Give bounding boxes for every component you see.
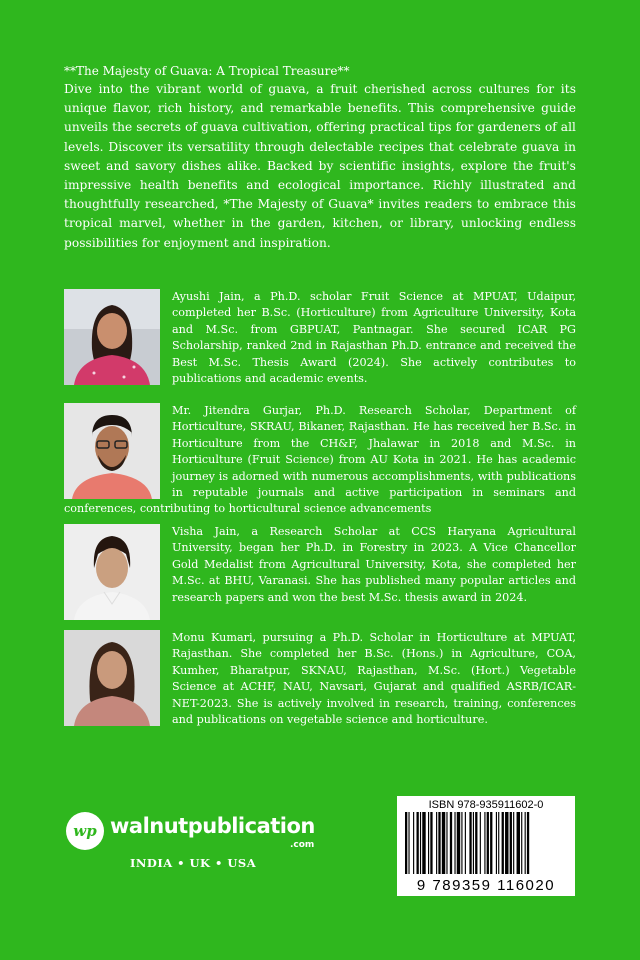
author-photo (64, 524, 160, 620)
book-blurb: Dive into the vibrant world of guava, a fruit cherished across cultures for its unique flavor, rich history, and remarkable benefits. This comprehensive guide unveils the secrets of guava cultivation, offering practical tips for gardeners of all levels. Discover its versatility through delectable recipes that celebrate guava in sweet and savory dishes alike. Backed by scientific insights, explore the fruit's impressive health benefits and ecological importance. Richly illustrated and thoughtfully researched, *The Majesty of Guava* invites readers to embrace this tropical marvel, whether in the garden, kitchen, or library, unlocking endless possibilities for enjoyment and inspiration. (64, 82, 576, 250)
publisher-logo-icon: wp (66, 812, 104, 850)
barcode-bar (422, 812, 425, 874)
barcode-bar (510, 812, 512, 874)
author-bio: Ayushi Jain, a Ph.D. scholar Fruit Science at MPUAT, Udaipur, completed her B.Sc. (Horticulture) from Agriculture University, Kota and M.Sc. from GBPUAT, Pantnagar. She secured ICAR PG Scholarship, ranked 2nd in Rajasthan Ph.D. entrance and received the Best M.Sc. Thesis Award (2024). She actively contributes to publications and academic events. (172, 290, 576, 386)
barcode-bar (417, 812, 419, 874)
barcode-bar (527, 812, 529, 874)
barcode-bar (496, 812, 497, 874)
author-entry (64, 630, 576, 728)
barcode-bar (487, 812, 489, 874)
author-photo (64, 403, 160, 499)
barcode-bar (436, 812, 437, 874)
barcode-bars (405, 812, 567, 874)
barcode-bar (420, 812, 421, 874)
author-bio: Visha Jain, a Research Scholar at CCS Haryana Agricultural University, began her Ph.D. in Forestry in 2023. A Vice Chancellor Gold Medalist from Agricultural University, Kota, she completed her M.Sc. at BHU, Varanasi. She has published many popular articles and research papers and won the best M.Sc. thesis award in 2024. (172, 525, 576, 604)
barcode-bar (502, 812, 504, 874)
publisher-regions: INDIA • UK • USA (130, 856, 257, 870)
barcode-bar (490, 812, 492, 874)
author-entry (64, 524, 576, 622)
barcode-bar (505, 812, 508, 874)
author-bio: Mr. Jitendra Gurjar, Ph.D. Research Scholar, Department of Horticulture, SKRAU, Bikaner, Rajasthan. He has received her B.Sc. in Horticulture from the CH&F, Jhalawar in 2018 and M.Sc. in Horticulture (Fruit Science) from AU Kota in 2021. He has academic journey is adorned with numerous accomplishments, with publications in reputable journals and active participation in seminars and conferences, contributing to horticultural science advancements (64, 404, 576, 516)
barcode-bar (450, 812, 452, 874)
book-title: **The Majesty of Guava: A Tropical Treasure** (64, 64, 350, 78)
barcode-bar (442, 812, 445, 874)
isbn-digits: 9 789359 116020 (416, 877, 556, 894)
publisher-logo (66, 812, 326, 882)
barcode-bar (457, 812, 460, 874)
barcode-bar (517, 812, 520, 874)
barcode-bar (454, 812, 455, 874)
barcode-bar (513, 812, 514, 874)
barcode-bar (408, 812, 409, 874)
author-photo (64, 289, 160, 385)
author-entry (64, 403, 576, 518)
author-entry (64, 289, 576, 387)
barcode-bar (525, 812, 526, 874)
book-description (64, 62, 576, 253)
barcode-bar (405, 812, 407, 874)
author-bio: Monu Kumari, pursuing a Ph.D. Scholar in Horticulture at MPUAT, Rajasthan. She completed her B.Sc. (Hons.) in Agriculture, COA, Kumher, Bharatpur, SKNAU, Rajasthan, M.Sc. (Hort.) Vegetable Science at ACHF, NAU, Navsari, Gujarat and qualified ASRB/ICAR-NET-2023. She is actively involved in research, training, conferences and publications on vegetable science and horticulture. (172, 631, 576, 727)
barcode-bar (446, 812, 447, 874)
author-photo (64, 630, 160, 726)
barcode-bar (498, 812, 499, 874)
barcode-bar (469, 812, 471, 874)
barcode-bar (475, 812, 477, 874)
barcode-bar (413, 812, 414, 874)
barcode-bar (484, 812, 485, 874)
publisher-domain: .com (290, 840, 315, 850)
barcode-bar (461, 812, 462, 874)
barcode-bar (521, 812, 522, 874)
isbn-label: ISBN 978-935911602-0 (428, 799, 544, 811)
barcode-bar (428, 812, 429, 874)
barcode-bar (430, 812, 432, 874)
barcode-bar (480, 812, 481, 874)
barcode-bar (438, 812, 440, 874)
publisher-name: walnutpublication (110, 814, 315, 838)
barcode-bar (473, 812, 474, 874)
barcode-bar (465, 812, 466, 874)
isbn-barcode (397, 796, 575, 896)
